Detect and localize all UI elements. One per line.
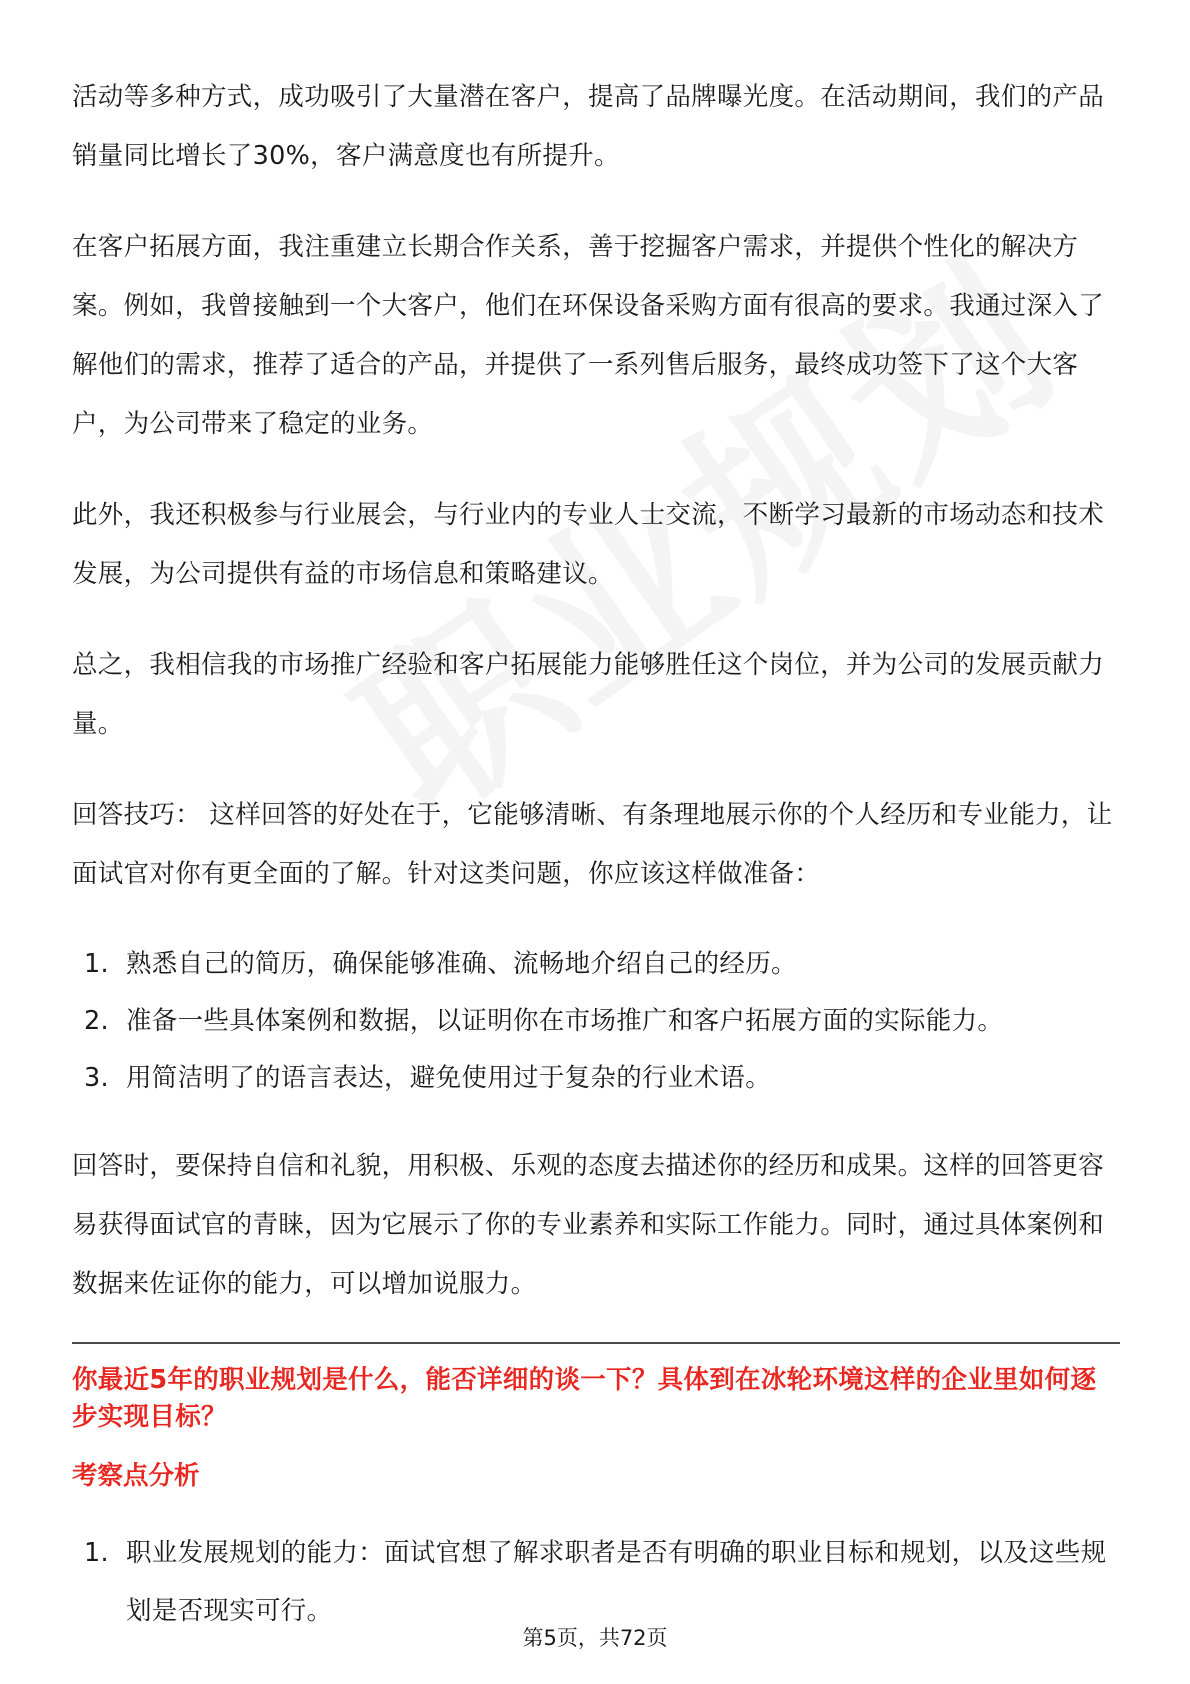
page-content bbox=[72, 68, 1120, 1670]
paragraph: 回答时，要保持自信和礼貌，用积极、乐观的态度去描述你的经历和成果。这样的回答更容易获得面试官的青睐，因为它展示了你的专业素养和实际工作能力。同时，通过具体案例和数据来佐证你的能力，可以增加说服力。 bbox=[72, 1151, 1105, 1299]
paragraph: 在客户拓展方面，我注重建立长期合作关系，善于挖掘客户需求，并提供个性化的解决方案。例如，我曾接触到一个大客户，他们在环保设备采购方面有很高的要求。我通过深入了解他们的需求，推荐了适合的产品，并提供了一系列售后服务，最终成功签下了这个大客户，为公司带来了稳定的业务。 bbox=[72, 232, 1105, 439]
paragraph: 总之，我相信我的市场推广经验和客户拓展能力能够胜任这个岗位，并为公司的发展贡献力量。 bbox=[72, 650, 1105, 739]
list-item bbox=[72, 1050, 1120, 1107]
answer-tips-paragraph: 回答技巧： 这样回答的好处在于，它能够清晰、有条理地展示你的个人经历和专业能力，让面试官对你有更全面的了解。针对这类问题，你应该这样做准备： bbox=[72, 800, 1113, 889]
interview-question: 你最近5年的职业规划是什么，能否详细的谈一下？具体到在冰轮环境这样的企业里如何逐步实现目标？ bbox=[72, 1365, 1097, 1432]
paragraph: 活动等多种方式，成功吸引了大量潜在客户，提高了品牌曝光度。在活动期间，我们的产品销量同比增长了30%，客户满意度也有所提升。 bbox=[72, 82, 1105, 171]
analysis-heading: 考察点分析 bbox=[72, 1461, 200, 1491]
list-item-text: 熟悉自己的简历，确保能够准确、流畅地介绍自己的经历。 bbox=[126, 949, 797, 979]
list-item bbox=[72, 936, 1120, 993]
list-item-text: 用简洁明了的语言表达，避免使用过于复杂的行业术语。 bbox=[126, 1063, 772, 1093]
section-divider bbox=[72, 1342, 1120, 1344]
list-item-text: 职业发展规划的能力：面试官想了解求职者是否有明确的职业目标和规划，以及这些规划是否现实可行。 bbox=[126, 1538, 1107, 1626]
list-number: 3. bbox=[84, 1063, 109, 1093]
list-item-text: 准备一些具体案例和数据，以证明你在市场推广和客户拓展方面的实际能力。 bbox=[126, 1006, 1004, 1036]
list-number: 2. bbox=[84, 1006, 109, 1036]
list-number: 1. bbox=[84, 949, 109, 979]
list-item bbox=[72, 993, 1120, 1050]
page-footer: 第5页，共72页 bbox=[522, 1626, 668, 1650]
paragraph: 此外，我还积极参与行业展会，与行业内的专业人士交流，不断学习最新的市场动态和技术发展，为公司提供有益的市场信息和策略建议。 bbox=[72, 500, 1105, 589]
list-number: 1. bbox=[84, 1538, 109, 1568]
tips-list bbox=[72, 936, 1120, 1107]
